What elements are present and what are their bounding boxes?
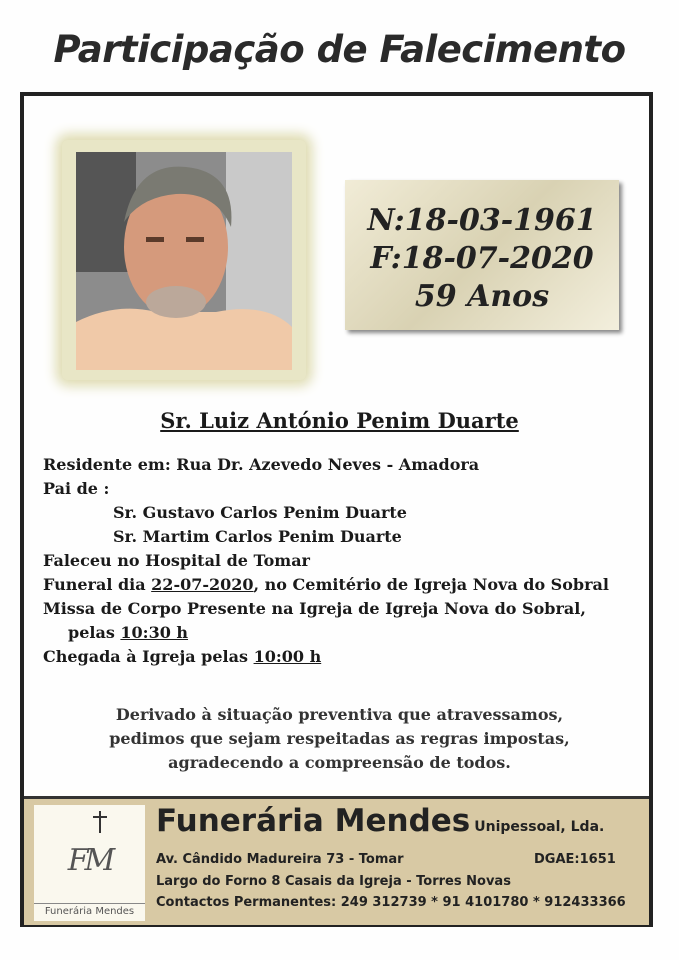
address-1: Av. Cândido Madureira 73 - Tomar (156, 852, 404, 867)
company-name-text: Funerária Mendes (156, 803, 471, 839)
logo-text: Funerária Mendes (34, 903, 145, 917)
logo-monogram: FM (67, 843, 112, 878)
portrait-photo (76, 152, 292, 370)
died-at-line: Faleceu no Hospital de Tomar (43, 551, 310, 570)
details-block (43, 453, 609, 669)
arrival-prefix: Chegada à Igreja pelas (43, 647, 254, 666)
dgae-number: DGAE:1651 (534, 852, 616, 867)
child-2: Sr. Martim Carlos Penim Duarte (113, 527, 402, 546)
company-suffix: Unipessoal, Lda. (474, 819, 605, 835)
notice-line-2: pedimos que sejam respeitadas as regras impostas, (109, 729, 570, 748)
funeral-date: 22-07-2020 (151, 575, 254, 594)
death-date: F:18-07-2020 (370, 241, 594, 276)
funeral-home-logo (34, 805, 145, 921)
address-2: Largo do Forno 8 Casais da Igreja - Torres Novas (156, 874, 511, 889)
dates-plaque (345, 180, 619, 330)
age: 59 Anos (414, 279, 550, 314)
funeral-home-footer (24, 796, 649, 925)
father-of-line: Pai de : (43, 479, 110, 498)
covid-notice (0, 703, 679, 775)
mass-time: 10:30 h (120, 623, 189, 642)
page-title: Participação de Falecimento (53, 28, 626, 71)
birth-date: N:18-03-1961 (367, 203, 597, 238)
residence-line: Residente em: Rua Dr. Azevedo Neves - Amadora (43, 455, 480, 474)
notice-line-3: agradecendo a compreensão de todos. (168, 753, 511, 772)
funeral-suffix: , no Cemitério de Igreja Nova do Sobral (253, 575, 609, 594)
arrival-line (43, 645, 609, 669)
funeral-prefix: Funeral dia (43, 575, 152, 594)
child-1: Sr. Gustavo Carlos Penim Duarte (113, 503, 407, 522)
funeral-line (43, 573, 609, 597)
portrait-photo-frame (62, 140, 306, 380)
portrait-image (76, 152, 292, 370)
notice-line-1: Derivado à situação preventiva que atravessamos, (115, 705, 564, 724)
deceased-name: Sr. Luiz António Penim Duarte (160, 408, 519, 433)
mass-line: Missa de Corpo Presente na Igreja de Igreja Nova do Sobral, (43, 599, 586, 618)
company-name (156, 803, 604, 839)
mass-time-prefix: pelas (68, 623, 121, 642)
arrival-time: 10:00 h (253, 647, 322, 666)
mass-time-line (43, 621, 609, 645)
contacts: Contactos Permanentes: 249 312739 * 91 4101780 * 912433366 (156, 895, 626, 910)
